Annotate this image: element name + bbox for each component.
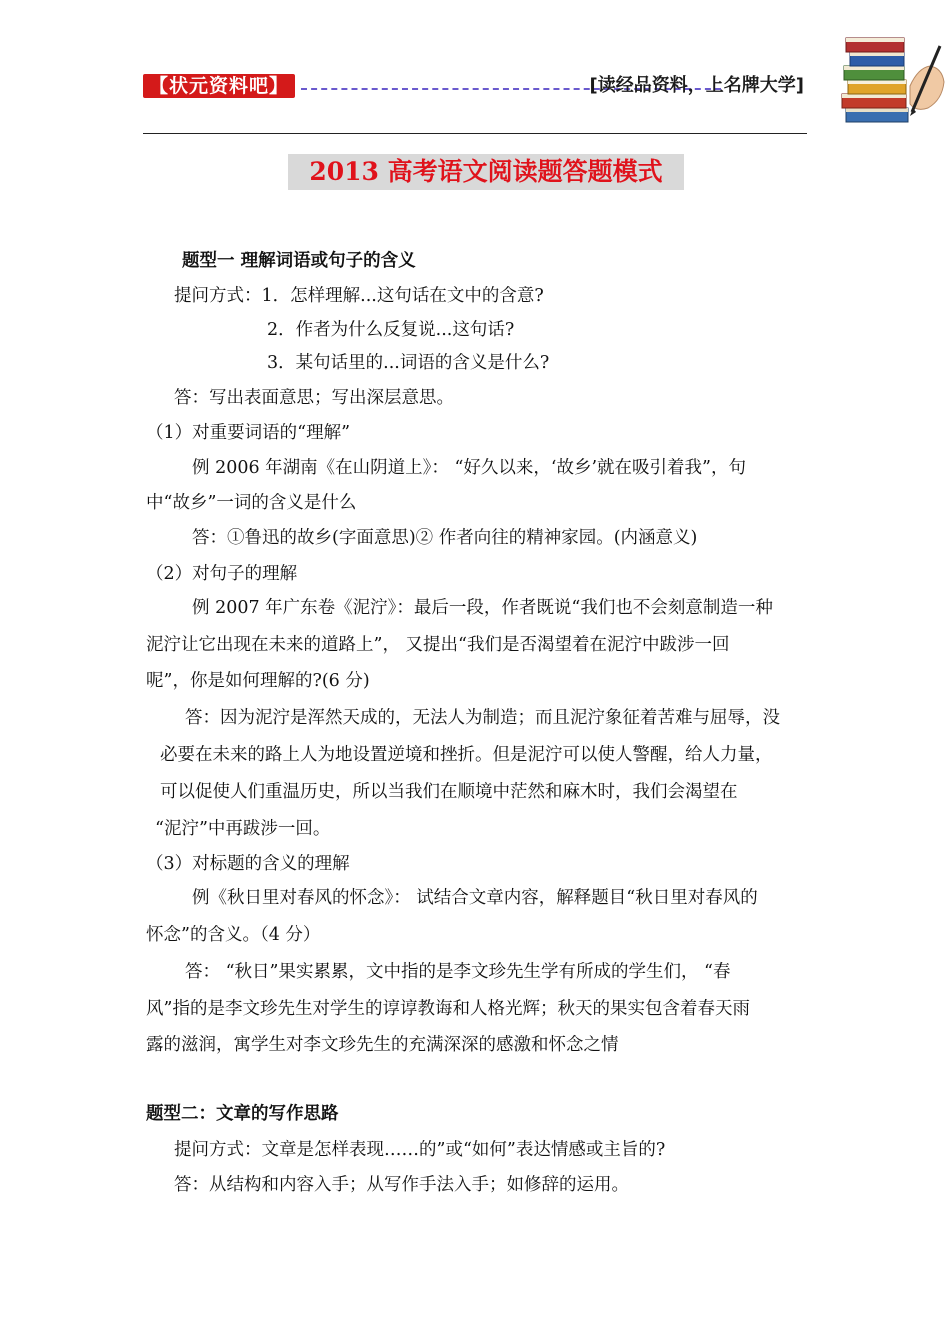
brand-badge: 【状元资料吧】 <box>143 74 295 98</box>
sub2-title: （2）对句子的理解 <box>146 564 298 584</box>
section1-answer: 答：写出表面意思；写出深层意思。 <box>174 388 454 408</box>
document-title: 2013 高考语文阅读题答题模式 <box>309 157 663 186</box>
section2-ask: 提问方式：文章是怎样表现……的”或“如何”表达情感或主旨的? <box>174 1140 666 1160</box>
sub3-answer-line-2: 风”指的是李文珍先生对学生的谆谆教诲和人格光辉；秋天的果实包含着春天雨 <box>146 999 750 1019</box>
section1-ask-1: 提问方式：1．怎样理解...这句话在文中的含意? <box>174 286 544 306</box>
page-header <box>143 70 808 104</box>
section2-answer: 答：从结构和内容入手；从写作手法入手；如修辞的运用。 <box>174 1175 629 1195</box>
sub2-example-line-3: 呢”，你是如何理解的?(6 分) <box>146 671 370 691</box>
sub2-answer-line-1: 答：因为泥泞是浑然天成的，无法人为制造；而且泥泞象征着苦难与屈辱，没 <box>185 708 780 728</box>
sub2-answer-line-3: 可以促使人们重温历史，所以当我们在顺境中茫然和麻木时，我们会渴望在 <box>160 782 738 802</box>
section2-heading: 题型二：文章的写作思路 <box>146 1104 339 1124</box>
sub2-answer-line-2: 必要在未来的路上人为地设置逆境和挫折。但是泥泞可以使人警醒，给人力量， <box>160 745 773 765</box>
section1-ask-2: 2．作者为什么反复说...这句话? <box>267 320 515 340</box>
sub3-answer-line-3: 露的滋润，寓学生对李文珍先生的充满深深的感激和怀念之情 <box>146 1035 619 1055</box>
sub2-example-line-1: 例 2007 年广东卷《泥泞》：最后一段，作者既说“我们也不会刻意制造一种 <box>192 598 773 618</box>
sub3-example-line-2: 怀念”的含义。（4 分） <box>146 925 321 945</box>
sub2-answer-line-4: “泥泞”中再跋涉一回。 <box>155 819 331 839</box>
title-highlight <box>288 154 684 190</box>
sub1-title: （1）对重要词语的“理解” <box>146 423 351 443</box>
sub3-title: （3）对标题的含义的理解 <box>146 854 350 874</box>
books-pen-icon <box>838 16 948 136</box>
header-rule <box>143 133 807 134</box>
sub3-example-line-1: 例《秋日里对春风的怀念》： 试结合文章内容，解释题目“秋日里对春风的 <box>192 888 758 908</box>
section1-ask-3: 3．某句话里的...词语的含义是什么? <box>267 353 550 373</box>
section1-heading: 题型一 理解词语或句子的含义 <box>182 251 416 271</box>
header-slogan: [读经品资料，上名牌大学] <box>589 75 804 96</box>
sub1-example-line-1: 例 2006 年湖南《在山阴道上》： “好久以来，‘故乡’就在吸引着我”，句 <box>192 458 746 478</box>
sub2-example-line-2: 泥泞让它出现在未来的道路上”， 又提出“我们是否渴望着在泥泞中跋涉一回 <box>146 635 730 655</box>
sub1-answer: 答：①鲁迅的故乡(字面意思)② 作者向往的精神家园。(内涵意义) <box>192 528 698 548</box>
sub1-example-line-2: 中“故乡”一词的含义是什么 <box>146 493 357 513</box>
sub3-answer-line-1: 答： “秋日”果实累累，文中指的是李文珍先生学有所成的学生们， “春 <box>185 962 731 982</box>
